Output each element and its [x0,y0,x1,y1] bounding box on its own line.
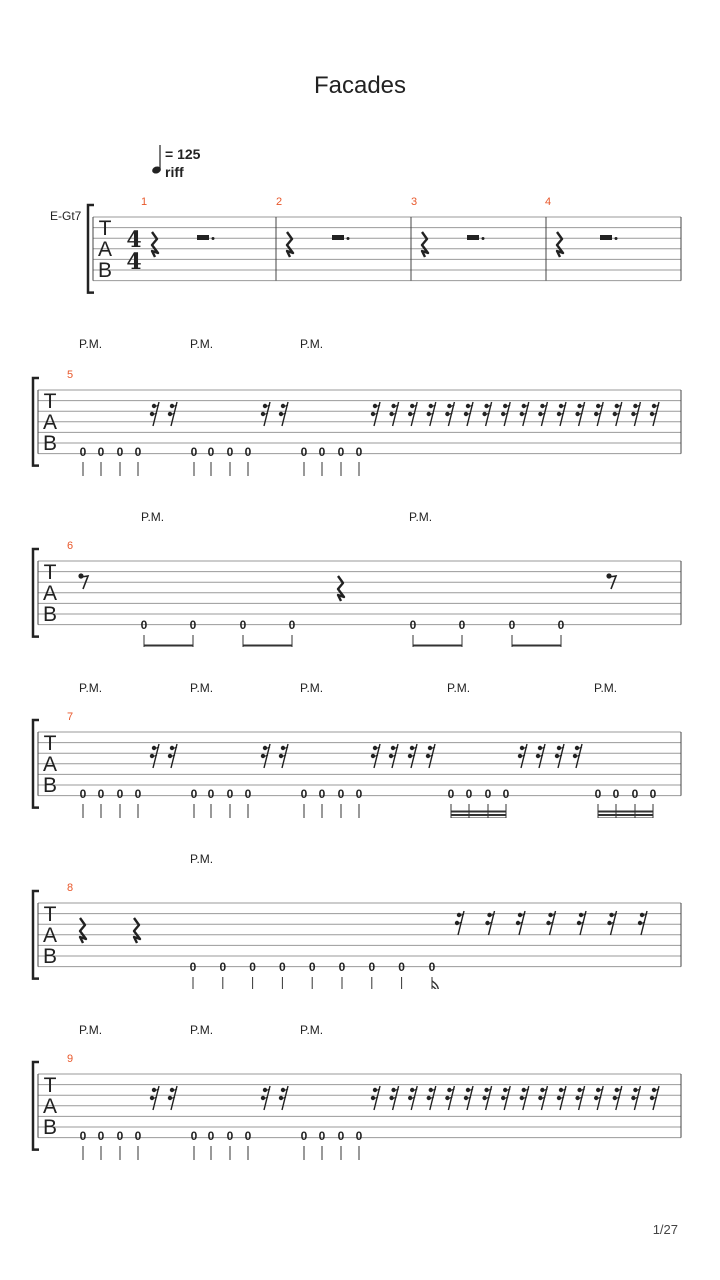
tab-clef-letter: T [43,1074,57,1097]
tab-fret-number: 0 [458,618,466,632]
tab-fret-number: 0 [355,1129,363,1143]
tab-fret-number: 0 [207,1129,215,1143]
dotted-half-rest-icon [467,235,479,240]
tab-fret-number: 0 [226,1129,234,1143]
tab-clef-letter: B [42,774,58,797]
dotted-half-rest-icon [600,235,612,240]
tab-fret-number: 0 [79,1129,87,1143]
tab-fret-number: 0 [79,787,87,801]
tab-fret-number: 0 [338,960,346,974]
tab-fret-number: 0 [140,618,148,632]
tab-clef-letter: T [98,217,112,240]
tab-fret-number: 0 [207,787,215,801]
quarter-rest-icon [557,232,563,257]
pm-label: P.M. [300,337,324,351]
dotted-half-rest-icon [332,235,344,240]
measure-number: 7 [67,711,74,723]
tab-system-4 [0,708,720,818]
tab-clef-letter: T [43,903,57,926]
pm-label: P.M. [190,681,214,695]
tab-fret-number: 0 [190,787,198,801]
tab-fret-number: 0 [239,618,247,632]
pm-label: P.M. [79,1023,103,1037]
section-marker: riff [165,164,184,180]
pm-label: P.M. [300,1023,324,1037]
tab-clef-letter: B [42,945,58,968]
measure-number: 5 [67,369,74,381]
measure-number: 2 [276,196,283,208]
tab-fret-number: 0 [318,445,326,459]
tab-fret-number: 0 [428,960,436,974]
quarter-rest-icon [152,232,158,257]
tab-fret-number: 0 [79,445,87,459]
tab-fret-number: 0 [337,445,345,459]
tab-fret-number: 0 [465,787,473,801]
tab-fret-number: 0 [244,1129,252,1143]
tab-clef-letter: T [43,561,57,584]
tab-fret-number: 0 [447,787,455,801]
quarter-rest-icon [134,918,140,943]
tab-fret-number: 0 [355,445,363,459]
pm-label: P.M. [409,510,433,524]
tab-fret-number: 0 [557,618,565,632]
tab-fret-number: 0 [288,618,296,632]
quarter-rest-icon [287,232,293,257]
tab-fret-number: 0 [134,787,142,801]
tab-fret-number: 0 [612,787,620,801]
pm-label: P.M. [79,681,103,695]
tab-fret-number: 0 [249,960,256,974]
rest-dot [482,237,485,240]
staff-lines [38,561,681,625]
tab-fret-number: 0 [134,445,142,459]
page-number: 1/27 [652,1222,678,1237]
tab-fret-number: 0 [134,1129,142,1143]
pm-label: P.M. [190,337,214,351]
tab-fret-number: 0 [116,445,124,459]
tab-fret-number: 0 [97,445,105,459]
time-signature-bottom: 4 [126,249,142,275]
time-signature-top: 4 [126,227,142,253]
pm-label: P.M. [594,681,618,695]
tab-fret-number: 0 [190,445,198,459]
tab-fret-number: 0 [279,960,286,974]
pm-label: P.M. [141,510,165,524]
tab-fret-number: 0 [502,787,510,801]
quarter-rest-icon [80,918,86,943]
tab-fret-number: 0 [189,618,197,632]
tab-clef-letter: T [43,390,57,413]
pm-label: P.M. [447,681,471,695]
tab-system-1 [0,195,720,305]
tab-fret-number: 0 [97,787,105,801]
measure-number: 9 [67,1053,74,1065]
tab-fret-number: 0 [300,787,308,801]
score-title: Facades [313,72,407,99]
tab-fret-number: 0 [300,1129,308,1143]
tab-fret-number: 0 [97,1129,105,1143]
tab-fret-number: 0 [244,445,252,459]
tab-clef-letter: A [42,753,58,776]
tab-fret-number: 0 [484,787,492,801]
pm-label: P.M. [300,681,324,695]
tab-fret-number: 0 [398,960,405,974]
quarter-note-icon [150,143,166,179]
tab-fret-number: 0 [116,787,124,801]
measure-number: 4 [545,196,552,208]
quarter-rest-icon [422,232,428,257]
tab-fret-number: 0 [631,787,639,801]
tab-fret-number: 0 [300,445,308,459]
tab-clef-letter: A [42,411,58,434]
instrument-label: E-Gt7 [50,209,82,223]
tab-fret-number: 0 [355,787,363,801]
tab-clef-letter: B [42,603,58,626]
tab-clef-letter: B [42,1116,58,1139]
tab-fret-number: 0 [594,787,602,801]
tempo-marking: = 125 [165,146,201,162]
dotted-half-rest-icon [197,235,209,240]
pm-label: P.M. [190,852,214,866]
tab-fret-number: 0 [318,787,326,801]
measure-number: 8 [67,882,74,894]
staff-lines [38,903,681,967]
tab-fret-number: 0 [207,445,215,459]
tab-fret-number: 0 [337,787,345,801]
tab-system-3 [0,537,720,647]
tab-fret-number: 0 [649,787,657,801]
tab-fret-number: 0 [337,1129,345,1143]
tab-clef-letter: A [42,924,58,947]
rest-dot [615,237,618,240]
tab-fret-number: 0 [189,960,197,974]
tab-clef-letter: B [42,432,58,455]
tab-fret-number: 0 [308,960,316,974]
pm-label: P.M. [79,337,103,351]
tab-system-5 [0,879,720,989]
tab-system-2 [0,366,720,476]
tab-clef-letter: A [42,1095,58,1118]
tab-fret-number: 0 [409,618,417,632]
tab-clef-letter: A [42,582,58,605]
tab-system-6 [0,1050,720,1160]
tab-fret-number: 0 [116,1129,124,1143]
tab-clef-letter: A [97,238,113,261]
rest-dot [347,237,350,240]
pm-label: P.M. [190,1023,214,1037]
measure-number: 3 [411,196,418,208]
quarter-rest-icon [338,576,344,601]
rest-dot [212,237,215,240]
measure-number: 6 [67,540,74,552]
staff-lines [93,217,681,281]
measure-number: 1 [141,196,148,208]
tab-fret-number: 0 [368,960,376,974]
tab-fret-number: 0 [244,787,252,801]
tab-fret-number: 0 [190,1129,198,1143]
tab-fret-number: 0 [219,960,227,974]
tab-fret-number: 0 [318,1129,326,1143]
tab-clef-letter: T [43,732,57,755]
tab-clef-letter: B [97,259,113,282]
tab-fret-number: 0 [508,618,516,632]
tab-fret-number: 0 [226,787,234,801]
tab-fret-number: 0 [226,445,234,459]
